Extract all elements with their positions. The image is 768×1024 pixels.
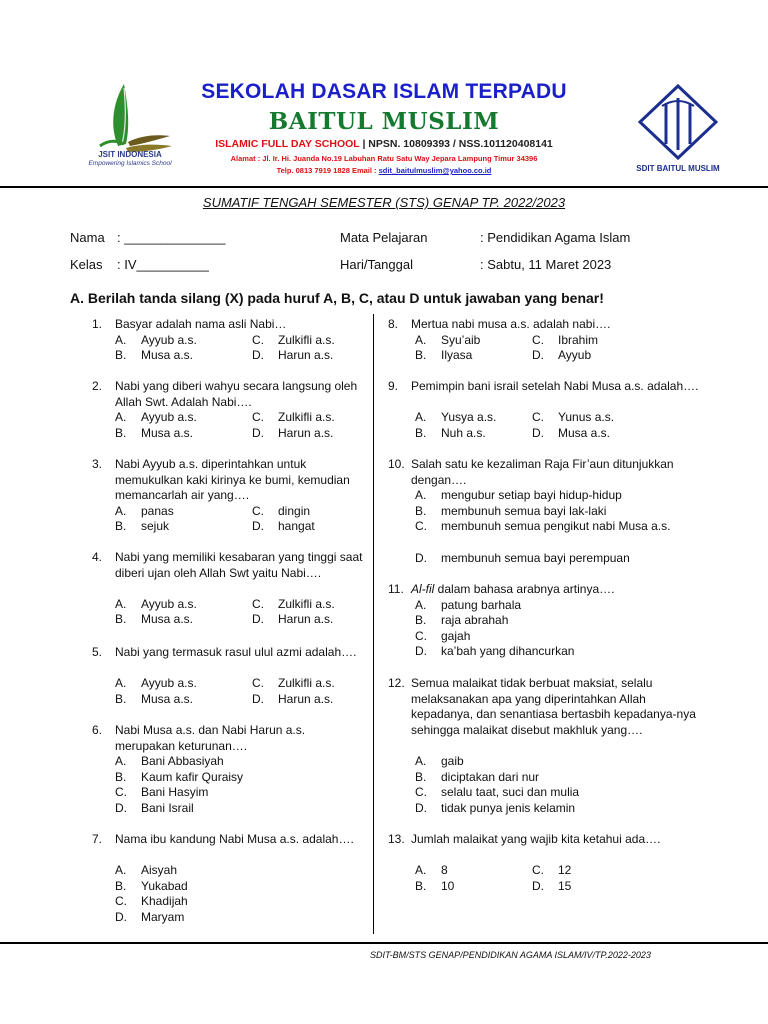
option-text: Aisyah xyxy=(141,863,178,878)
question-number: 13. xyxy=(388,832,405,846)
option-text: gajah xyxy=(441,628,471,643)
option-text: Musa a.s. xyxy=(141,691,194,706)
option-letter: A. xyxy=(115,676,127,691)
option-text: Ayyub a.s. xyxy=(141,410,197,425)
option-text: Musa a.s. xyxy=(141,425,194,440)
option-letter: C. xyxy=(415,628,427,643)
option-text: Yunus a.s. xyxy=(558,410,615,425)
option-text: gaib xyxy=(441,754,464,768)
question-number: 9. xyxy=(388,379,399,393)
question-number: 6. xyxy=(92,723,103,737)
question-text: Nabi yang termasuk rasul ulul azmi adalah…. xyxy=(115,645,357,659)
school-contact xyxy=(0,166,768,175)
option-text: Bani Hasyim xyxy=(141,785,209,800)
option-letter: B. xyxy=(115,519,127,534)
sdit-logo-name: SDIT BAITUL MUSLIM xyxy=(636,164,720,173)
question-number: 8. xyxy=(388,317,399,331)
question-text: Salah satu ke kezaliman Raja Fir’aun ditunjukkan dengan…. xyxy=(411,457,674,487)
npsn-nss: | NPSN. 10809393 / NSS.101120408141 xyxy=(362,138,553,150)
option-letter: A. xyxy=(115,863,127,878)
email-link[interactable]: sdit_baitulmuslim@yahoo.co.id xyxy=(378,166,492,175)
option-letter: C. xyxy=(252,410,264,425)
option-text: Bani Israil xyxy=(141,801,194,815)
option-letter: C. xyxy=(415,785,427,800)
option-letter: C. xyxy=(415,519,427,534)
phone: Telp. 0813 7919 1828 Email : xyxy=(276,166,379,175)
option-letter: A. xyxy=(415,332,427,347)
jsit-logo-motto: Empowering Islamics School xyxy=(88,160,172,167)
question-text: Jumlah malaikat yang wajib kita ketahui ada…. xyxy=(411,832,661,846)
option-text: Ayyub a.s. xyxy=(141,332,197,347)
option-text: Syu’aib xyxy=(441,332,481,347)
school-name: BAITUL MUSLIM xyxy=(268,108,500,135)
option-text: 12 xyxy=(558,863,572,878)
option-text: selalu taat, suci dan mulia xyxy=(441,785,580,800)
question-text-italic: Al-fil xyxy=(411,582,435,596)
question-number: 3. xyxy=(92,457,103,471)
option-text: 8 xyxy=(441,863,448,878)
option-text: membunuh semua bayi perempuan xyxy=(441,550,630,565)
question-number: 12. xyxy=(388,676,405,690)
option-letter: A. xyxy=(115,754,127,769)
option-letter: D. xyxy=(532,348,544,363)
option-letter: B. xyxy=(415,503,427,518)
footer-code: SDIT-BM/STS GENAP/PENDIDIKAN AGAMA ISLAM/IV/TP.2022-2023 xyxy=(370,950,651,960)
option-text: Yusya a.s. xyxy=(441,410,497,425)
option-letter: C. xyxy=(532,410,544,425)
option-text: 10 xyxy=(441,878,455,893)
option-letter: B. xyxy=(115,878,127,893)
section-a-instruction: A. Berilah tanda silang (X) pada huruf A, B, C, atau D untuk jawaban yang benar! xyxy=(70,290,604,306)
option-text: ka’bah yang dihancurkan xyxy=(441,644,575,659)
option-letter: A. xyxy=(415,410,427,425)
jsit-logo-name: JSIT INDONESIA xyxy=(98,150,162,159)
option-letter: B. xyxy=(415,348,427,363)
footer-rule xyxy=(0,942,768,944)
option-letter: A. xyxy=(115,332,127,347)
option-letter: B. xyxy=(115,348,127,363)
option-text: Harun a.s. xyxy=(278,425,334,440)
option-text: sejuk xyxy=(141,519,170,534)
option-letter: D. xyxy=(115,801,127,815)
option-letter: B. xyxy=(115,425,127,440)
option-text: Musa a.s. xyxy=(141,348,194,363)
question-text: Pemimpin bani israil setelah Nabi Musa a.s. adalah…. xyxy=(411,379,699,393)
option-letter: D. xyxy=(115,910,127,924)
option-text: Zulkifli a.s. xyxy=(278,676,335,691)
option-text: Harun a.s. xyxy=(278,612,334,627)
option-letter: B. xyxy=(415,878,427,893)
tagline: ISLAMIC FULL DAY SCHOOL xyxy=(215,138,360,150)
option-letter: C. xyxy=(252,332,264,347)
option-letter: D. xyxy=(252,691,264,706)
option-letter: A. xyxy=(115,596,127,611)
option-text: Zulkifli a.s. xyxy=(278,332,335,347)
question-number: 2. xyxy=(92,379,103,393)
kelas-label: Kelas xyxy=(70,257,103,272)
option-letter: D. xyxy=(252,348,264,363)
option-letter: D. xyxy=(415,800,427,815)
option-text: diciptakan dari nur xyxy=(441,769,540,784)
option-letter: A. xyxy=(415,754,427,768)
option-letter: D. xyxy=(252,425,264,440)
question-number: 4. xyxy=(92,550,103,564)
option-letter: C. xyxy=(532,863,544,878)
option-letter: C. xyxy=(532,332,544,347)
question-number: 1. xyxy=(92,317,103,331)
option-text: patung barhala xyxy=(441,597,522,612)
exam-title: SUMATIF TENGAH SEMESTER (STS) GENAP TP. 2022/2023 xyxy=(202,195,566,210)
question-text: Nabi yang diberi wahyu secara langsung oleh Allah Swt. Adalah Nabi…. xyxy=(115,379,358,409)
question-text: Nabi yang memiliki kesabaran yang tinggi saat diberi ujan oleh Allah Swt yaitu Nabi…. xyxy=(115,550,363,580)
option-text: hangat xyxy=(278,519,315,534)
mapel-value: : Pendidikan Agama Islam xyxy=(480,230,631,245)
option-letter: B. xyxy=(115,691,127,706)
option-text: Harun a.s. xyxy=(278,348,334,363)
option-text: Ayyub a.s. xyxy=(141,676,197,691)
school-type: SEKOLAH DASAR ISLAM TERPADU xyxy=(201,80,567,103)
question-text: Mertua nabi musa a.s. adalah nabi…. xyxy=(411,317,611,331)
column-divider xyxy=(373,314,374,934)
option-text: membunuh semua pengikut nabi Musa a.s. xyxy=(441,519,671,534)
option-letter: C. xyxy=(115,785,127,800)
option-letter: C. xyxy=(115,894,127,909)
option-letter: B. xyxy=(115,769,127,784)
question-number: 11. xyxy=(388,582,404,596)
option-letter: D. xyxy=(252,612,264,627)
school-address: Alamat : Jl. Ir. Hi. Juanda No.19 Labuhan Ratu Satu Way Jepara Lampung Timur 34396 xyxy=(230,154,538,163)
mapel-label: Mata Pelajaran xyxy=(340,230,428,245)
option-letter: A. xyxy=(415,863,427,878)
option-letter: B. xyxy=(415,769,427,784)
question-number: 7. xyxy=(92,832,103,846)
option-text: Maryam xyxy=(141,910,185,924)
option-text: dingin xyxy=(278,503,311,518)
question-text: Al-fil dalam bahasa arabnya artinya…. xyxy=(411,582,615,596)
option-text: Yukabad xyxy=(141,878,188,893)
option-text: Musa a.s. xyxy=(141,612,194,627)
option-text: Kaum kafir Quraisy xyxy=(141,769,244,784)
option-text: Ibrahim xyxy=(558,332,599,347)
option-letter: C. xyxy=(252,676,264,691)
option-text: raja abrahah xyxy=(441,613,509,628)
option-text: mengubur setiap bayi hidup-hidup xyxy=(441,488,622,503)
option-letter: C. xyxy=(252,503,264,518)
option-letter: A. xyxy=(415,597,427,612)
nama-field[interactable]: : ______________ xyxy=(117,230,226,245)
kelas-field[interactable]: : IV__________ xyxy=(117,257,209,272)
option-letter: D. xyxy=(415,644,427,659)
option-letter: A. xyxy=(115,503,127,518)
option-letter: B. xyxy=(415,613,427,628)
option-letter: D. xyxy=(415,550,427,565)
school-ids xyxy=(0,138,768,150)
option-text: Ilyasa xyxy=(441,348,473,363)
option-text: Khadijah xyxy=(141,894,188,909)
option-text: Zulkifli a.s. xyxy=(278,410,335,425)
option-text: Musa a.s. xyxy=(558,425,611,440)
option-text: Bani Abbasiyah xyxy=(141,754,224,769)
option-text: tidak punya jenis kelamin xyxy=(441,800,576,815)
option-text: Harun a.s. xyxy=(278,691,334,706)
option-text: panas xyxy=(141,503,174,518)
option-text: 15 xyxy=(558,878,572,893)
tanggal-value: : Sabtu, 11 Maret 2023 xyxy=(480,257,612,272)
option-letter: D. xyxy=(532,425,544,440)
header-rule xyxy=(0,186,768,188)
question-text: Basyar adalah nama asli Nabi… xyxy=(115,317,287,331)
option-text: Ayyub a.s. xyxy=(141,596,197,611)
question-number: 10. xyxy=(388,457,405,471)
option-letter: B. xyxy=(415,425,427,440)
option-letter: D. xyxy=(252,519,264,534)
option-letter: A. xyxy=(115,410,127,425)
nama-label: Nama xyxy=(70,230,105,245)
option-text: membunuh semua bayi lak-laki xyxy=(441,503,607,518)
option-letter: C. xyxy=(252,596,264,611)
question-text: Nabi Musa a.s. dan Nabi Harun a.s. merupakan keturunan…. xyxy=(115,723,306,753)
option-letter: B. xyxy=(115,612,127,627)
question-number: 5. xyxy=(92,645,103,659)
option-text: Nuh a.s. xyxy=(441,425,486,440)
option-letter: D. xyxy=(532,878,544,893)
option-text: Zulkifli a.s. xyxy=(278,596,335,611)
question-text: Nabi Ayyub a.s. diperintahkan untuk memukulkan kaki kirinya ke bumi, kemudian memancarlah air yang…. xyxy=(115,457,350,503)
question-text: Nama ibu kandung Nabi Musa a.s. adalah…. xyxy=(115,832,354,846)
tanggal-label: Hari/Tanggal xyxy=(340,257,413,272)
option-text: Ayyub xyxy=(558,348,592,363)
question-text: Semua malaikat tidak berbuat maksiat, selalu melaksanakan apa yang diperintahkan Allah kepadanya, dan senantiasa bertasbih kepadanya-nya sehingga malaikat disebut makhluk yang…. xyxy=(411,676,696,737)
option-letter: A. xyxy=(415,488,427,503)
